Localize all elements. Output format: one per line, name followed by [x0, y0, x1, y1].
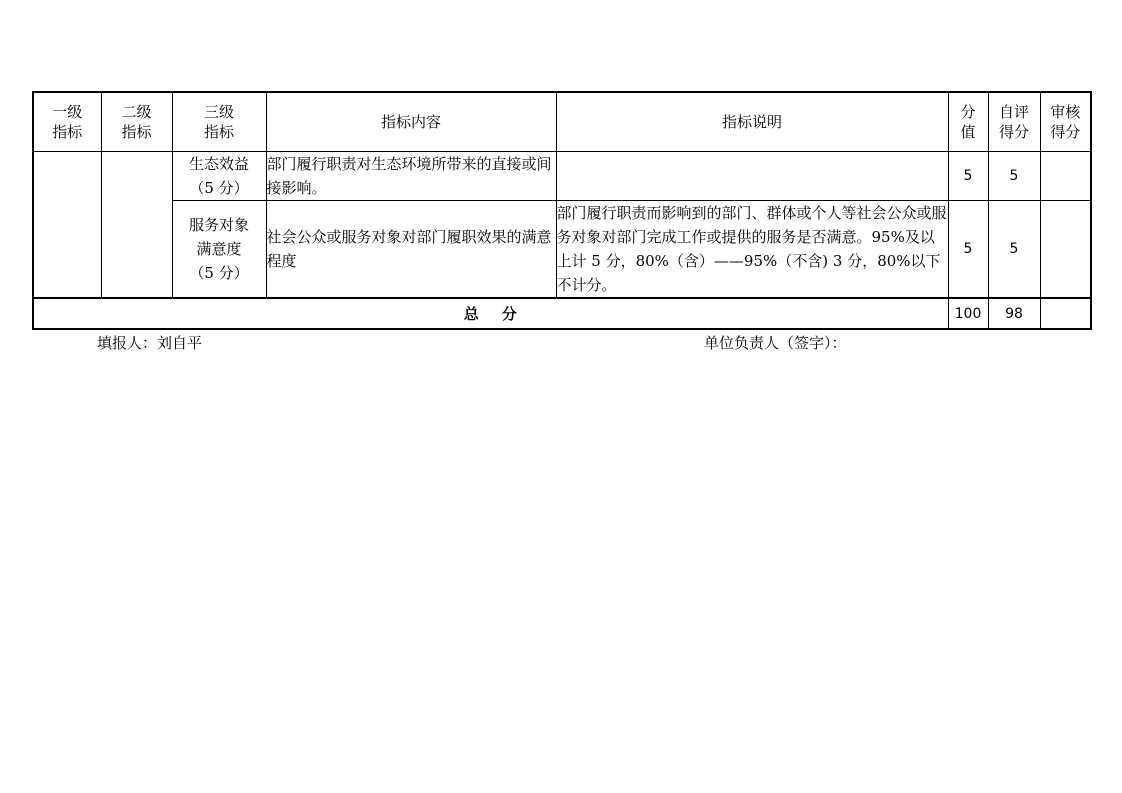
level2-cell [101, 152, 172, 299]
header-level3: 三级 指标 [172, 92, 266, 152]
score-cell: 5 [948, 152, 988, 201]
header-level1: 一级 指标 [33, 92, 101, 152]
header-row [33, 92, 1091, 152]
header-audit-score: 审核 得分 [1040, 92, 1091, 152]
audit-score-cell [1040, 201, 1091, 299]
self-score-cell: 5 [988, 152, 1040, 201]
total-audit-score [1040, 298, 1091, 329]
filler-signature: 填报人：刘自平 [97, 334, 203, 352]
total-row [33, 298, 1091, 329]
table-row [33, 201, 1091, 299]
audit-score-cell [1040, 152, 1091, 201]
total-self-score: 98 [988, 298, 1040, 329]
explanation-cell: 部门履行职责而影响到的部门、群体或个人等社会公众或服务对象对部门完成工作或提供的服务是否满意。95%及以上计 5 分，80%（含）——95%（不含) 3 分，80%以下不计分。 [556, 201, 948, 299]
header-score: 分 值 [948, 92, 988, 152]
explanation-cell [556, 152, 948, 201]
header-explanation: 指标说明 [556, 92, 948, 152]
header-self-score: 自评 得分 [988, 92, 1040, 152]
level3-cell: 生态效益 （5 分） [172, 152, 266, 201]
evaluation-table [32, 91, 1092, 330]
level1-cell [33, 152, 101, 299]
content-cell: 部门履行职责对生态环境所带来的直接或间接影响。 [266, 152, 556, 201]
content-cell: 社会公众或服务对象对部门履职效果的满意程度 [266, 201, 556, 299]
responsible-signature: 单位负责人（签字）： [704, 334, 847, 352]
total-label: 总 分 [33, 298, 948, 329]
score-cell: 5 [948, 201, 988, 299]
header-content: 指标内容 [266, 92, 556, 152]
total-score: 100 [948, 298, 988, 329]
level3-cell: 服务对象 满意度 （5 分） [172, 201, 266, 299]
self-score-cell: 5 [988, 201, 1040, 299]
header-level2: 二级 指标 [101, 92, 172, 152]
table-row [33, 152, 1091, 201]
